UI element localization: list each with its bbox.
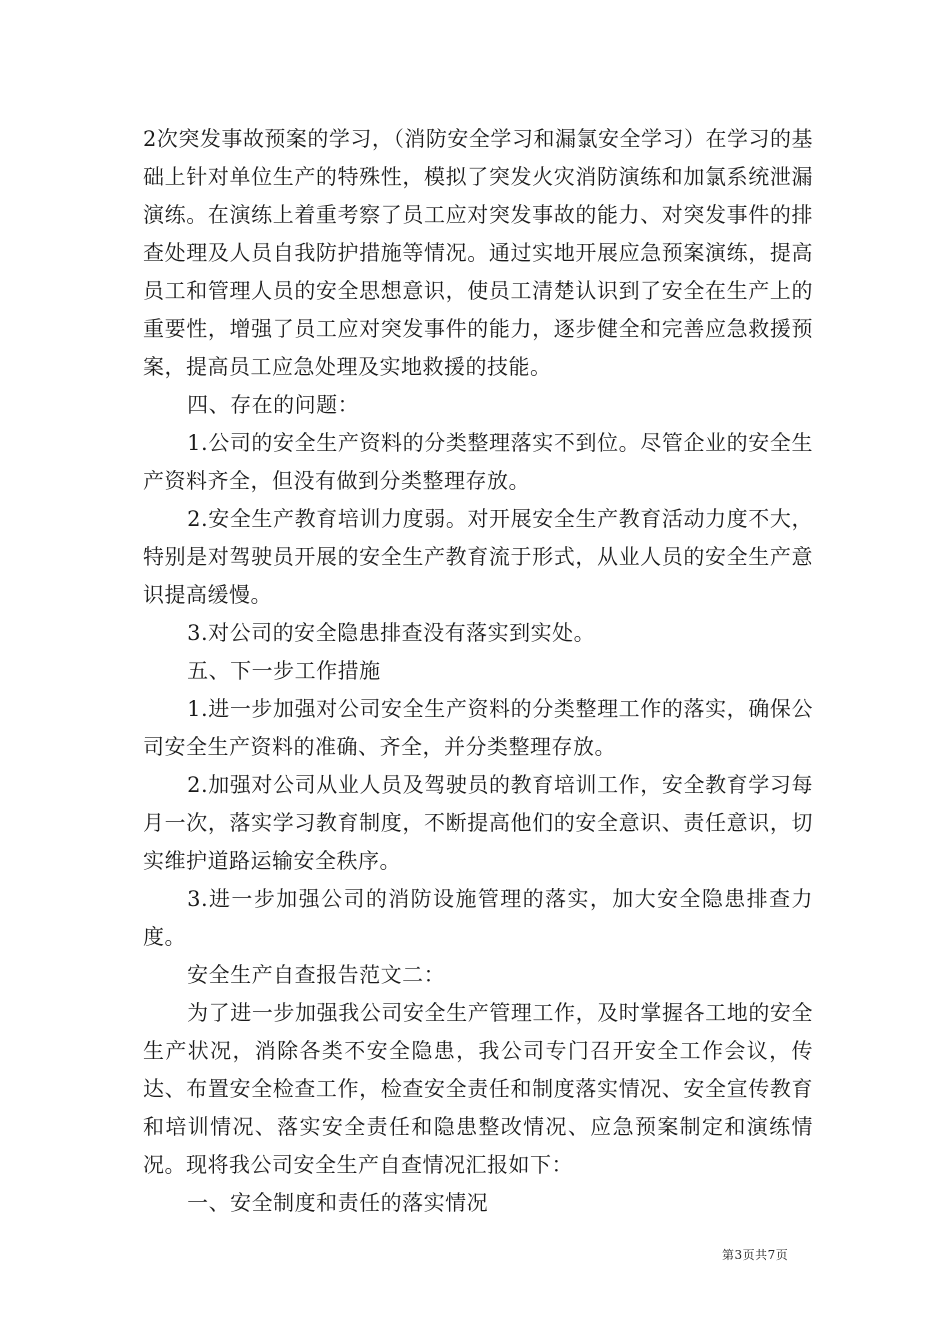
problem-item-3: 3.对公司的安全隐患排查没有落实到实处。: [187, 621, 596, 645]
section-heading-problems: 四、存在的问题：: [187, 393, 360, 417]
measure-item-3: 3.进一步加强公司的消防设施管理的落实，加大安全隐患排查力度。: [143, 887, 813, 949]
problem-item-2: 2.安全生产教育培训力度弱。对开展安全生产教育活动力度不大，特别是对驾驶员开展的安全生产教育流于形式，从业人员的安全生产意识提高缓慢。: [143, 507, 813, 607]
sample-title: 安全生产自查报告范文二：: [187, 963, 446, 987]
sample-intro-paragraph: 为了进一步加强我公司安全生产管理工作，及时掌握各工地的安全生产状况，消除各类不安全隐患，我公司专门召开安全工作会议，传达、布置安全检查工作，检查安全责任和制度落实情况、安全宣传教育和培训情况、落实安全责任和隐患整改情况、应急预案制定和演练情况。现将我公司安全生产自查情况汇报如下：: [143, 1001, 813, 1177]
problem-item-1: 1.公司的安全生产资料的分类整理落实不到位。尽管企业的安全生产资料齐全，但没有做到分类整理存放。: [143, 431, 813, 493]
measure-item-1: 1.进一步加强对公司安全生产资料的分类整理工作的落实，确保公司安全生产资料的准确、齐全，并分类整理存放。: [143, 697, 813, 759]
section-heading-safety-system: 一、安全制度和责任的落实情况: [187, 1191, 489, 1215]
section-heading-next-steps: 五、下一步工作措施: [187, 659, 381, 683]
measure-item-2: 2.加强对公司从业人员及驾驶员的教育培训工作，安全教育学习每月一次，落实学习教育制度，不断提高他们的安全意识、责任意识，切实维护道路运输安全秩序。: [143, 773, 813, 873]
paragraph-continuation: 2次突发事故预案的学习，（消防安全学习和漏氯安全学习）在学习的基础上针对单位生产的特殊性，模拟了突发火灾消防演练和加氯系统泄漏演练。在演练上着重考察了员工应对突发事故的能力、对突发事件的排查处理及人员自我防护措施等情况。通过实地开展应急预案演练，提高员工和管理人员的安全思想意识，使员工清楚认识到了安全在生产上的重要性，增强了员工应对突发事件的能力，逐步健全和完善应急救援预案，提高员工应急处理及实地救援的技能。: [143, 127, 813, 379]
document-body: [143, 120, 813, 1222]
page-number: 第3页共7页: [722, 1248, 789, 1262]
